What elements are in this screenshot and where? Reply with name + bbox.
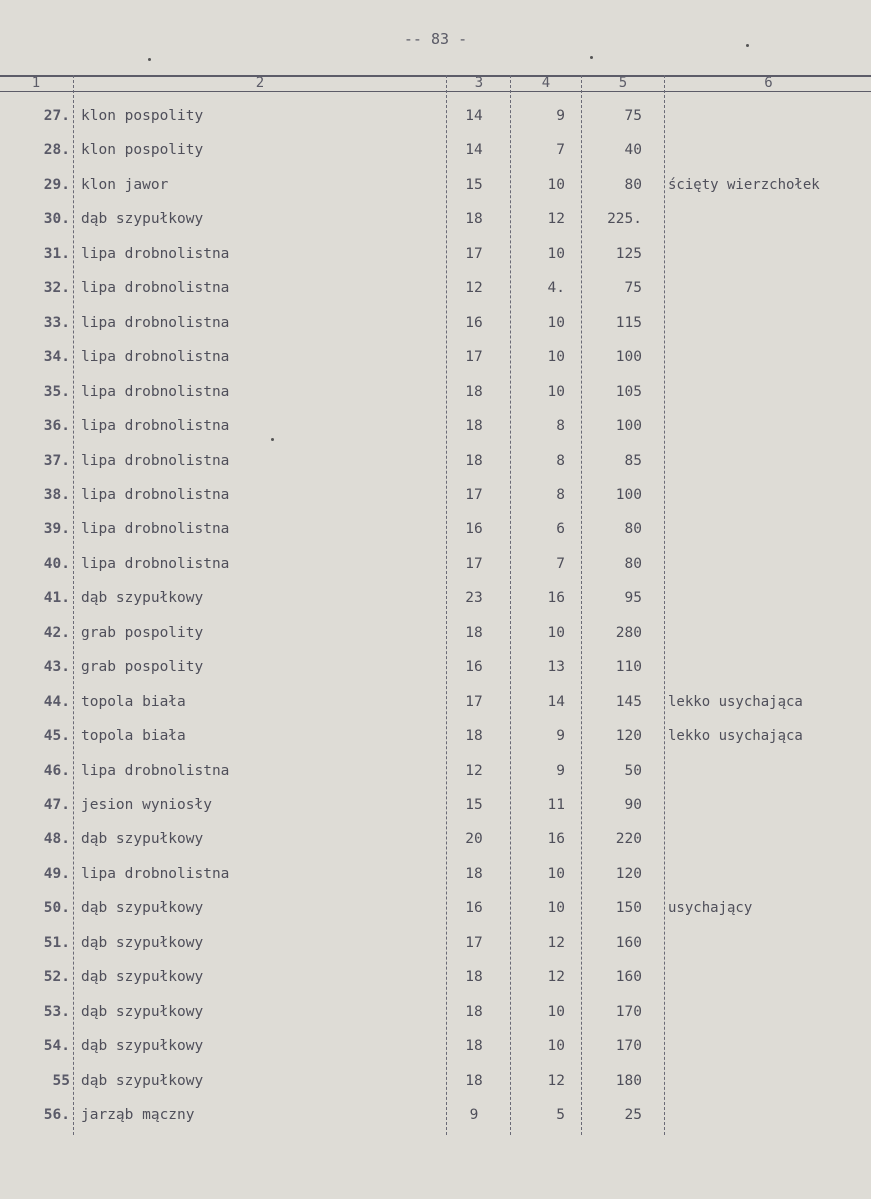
species-name: dąb szypułkowy: [81, 211, 204, 228]
table-row: [0, 483, 871, 507]
value-col5: 100: [615, 418, 642, 435]
table-row: [0, 896, 871, 920]
value-col5: 170: [615, 1003, 642, 1020]
value-col5: 160: [615, 934, 642, 951]
value-col4: 16: [547, 831, 565, 848]
row-number: 33.: [43, 314, 70, 331]
table-row: [0, 1000, 871, 1024]
value-col4: 10: [547, 900, 565, 917]
species-name: lipa drobnolistna: [81, 865, 230, 882]
value-col4: 10: [547, 383, 565, 400]
value-col3: 15: [465, 797, 483, 813]
column-header-4: 4: [541, 75, 551, 91]
table-row: [0, 1034, 871, 1058]
column-header-5: 5: [618, 75, 628, 91]
value-col5: 160: [615, 969, 642, 986]
value-col3: 18: [465, 1038, 483, 1055]
value-col5: 225.: [607, 211, 642, 228]
value-col3: 18: [465, 452, 483, 469]
value-col5: 95: [624, 590, 642, 607]
value-col3: 16: [465, 659, 483, 676]
value-col5: 150: [615, 900, 642, 917]
value-col3: 18: [465, 969, 483, 986]
value-col4: 10: [547, 624, 565, 641]
row-number: 37.: [43, 452, 70, 469]
species-name: lipa drobnolistna: [81, 452, 230, 469]
value-col3: 18: [465, 383, 483, 400]
value-col4: 12: [547, 934, 565, 951]
column-header-1: 1: [31, 75, 41, 91]
value-col4: 12: [547, 1072, 565, 1089]
remarks: lekko usychająca: [668, 693, 803, 710]
row-number: 46.: [43, 762, 70, 779]
table-row: [0, 449, 871, 473]
value-col4: 7: [556, 142, 565, 159]
value-col5: 220: [615, 831, 642, 848]
remarks: usychający: [668, 900, 753, 917]
value-col3: 18: [465, 1003, 483, 1020]
value-col5: 80: [624, 555, 642, 572]
row-number: 35.: [43, 383, 70, 400]
value-col3: 18: [465, 865, 483, 882]
value-col4: 6: [556, 521, 565, 538]
value-col3: 17: [465, 245, 483, 262]
species-name: grab pospolity: [81, 659, 204, 676]
table-row: [0, 724, 871, 748]
value-col5: 100: [615, 486, 642, 503]
remarks: lekko usychająca: [668, 728, 803, 745]
row-number: 55: [52, 1072, 70, 1089]
row-number: 30.: [43, 211, 70, 228]
value-col5: 80: [624, 521, 642, 538]
value-col3: 14: [465, 108, 483, 124]
table-row: [0, 345, 871, 369]
value-col3: 18: [465, 1072, 483, 1089]
species-name: jesion wyniosły: [81, 797, 212, 813]
value-col4: 10: [547, 314, 565, 331]
species-name: lipa drobnolistna: [81, 349, 230, 366]
species-name: dąb szypułkowy: [81, 1003, 204, 1020]
value-col4: 8: [556, 418, 565, 435]
species-name: klon pospolity: [81, 142, 204, 159]
value-col4: 8: [556, 486, 565, 503]
row-number: 52.: [43, 969, 70, 986]
row-number: 54.: [43, 1038, 70, 1055]
row-number: 48.: [43, 831, 70, 848]
row-number: 49.: [43, 865, 70, 882]
species-name: dąb szypułkowy: [81, 831, 204, 848]
row-number: 32.: [43, 280, 70, 297]
value-col3: 16: [465, 900, 483, 917]
row-number: 38.: [43, 486, 70, 503]
value-col3: 18: [465, 211, 483, 228]
value-col4: 4.: [547, 280, 565, 297]
value-col4: 14: [547, 693, 565, 710]
row-number: 31.: [43, 245, 70, 262]
value-col5: 85: [624, 452, 642, 469]
value-col4: 10: [547, 245, 565, 262]
row-number: 44.: [43, 693, 70, 710]
value-col3: 14: [465, 142, 483, 159]
table-row: [0, 104, 871, 128]
paper-speck: [746, 44, 749, 47]
value-col5: 110: [615, 659, 642, 676]
table-row: [0, 380, 871, 404]
row-number: 36.: [43, 418, 70, 435]
value-col3: 9: [469, 1107, 479, 1124]
value-col5: 170: [615, 1038, 642, 1055]
value-col4: 9: [556, 762, 565, 779]
value-col3: 17: [465, 349, 483, 366]
value-col3: 23: [465, 590, 483, 607]
value-col4: 9: [556, 728, 565, 745]
table-row: [0, 414, 871, 438]
table-row: [0, 138, 871, 162]
value-col5: 120: [615, 728, 642, 745]
value-col3: 20: [465, 831, 483, 848]
row-number: 56.: [43, 1107, 70, 1124]
value-col5: 90: [624, 797, 642, 813]
table-row: [0, 759, 871, 783]
table-row: [0, 1069, 871, 1093]
row-number: 47.: [43, 797, 70, 813]
value-col5: 80: [624, 176, 642, 193]
value-col3: 17: [465, 934, 483, 951]
value-col5: 115: [615, 314, 642, 331]
value-col3: 16: [465, 314, 483, 331]
column-header-2: 2: [255, 75, 265, 91]
value-col5: 280: [615, 624, 642, 641]
column-header-6: 6: [764, 75, 773, 91]
species-name: lipa drobnolistna: [81, 555, 230, 572]
table-row: [0, 242, 871, 266]
species-name: lipa drobnolistna: [81, 314, 230, 331]
value-col5: 145: [615, 693, 642, 710]
value-col3: 18: [465, 728, 483, 745]
species-name: lipa drobnolistna: [81, 521, 230, 538]
row-number: 27.: [43, 108, 70, 124]
species-name: lipa drobnolistna: [81, 486, 230, 503]
value-col5: 25: [624, 1107, 642, 1124]
value-col3: 12: [465, 280, 483, 297]
table-row: [0, 690, 871, 714]
value-col5: 50: [624, 762, 642, 779]
value-col5: 40: [624, 142, 642, 159]
table-row: [0, 965, 871, 989]
column-header-3: 3: [474, 75, 484, 91]
value-col3: 16: [465, 521, 483, 538]
species-name: dąb szypułkowy: [81, 969, 204, 986]
value-col4: 5: [556, 1107, 565, 1124]
table-row: [0, 173, 871, 197]
row-number: 39.: [43, 521, 70, 538]
row-number: 29.: [43, 176, 70, 193]
species-name: lipa drobnolistna: [81, 418, 230, 435]
value-col4: 10: [547, 176, 565, 193]
table-row: [0, 931, 871, 955]
value-col5: 105: [615, 383, 642, 400]
value-col4: 7: [556, 555, 565, 572]
species-name: dąb szypułkowy: [81, 590, 204, 607]
table-row: [0, 1103, 871, 1127]
value-col4: 12: [547, 969, 565, 986]
table-row: [0, 621, 871, 645]
row-number: 51.: [43, 934, 70, 951]
value-col4: 12: [547, 211, 565, 228]
value-col5: 75: [624, 280, 642, 297]
species-name: dąb szypułkowy: [81, 1072, 204, 1089]
table-row: [0, 552, 871, 576]
value-col5: 120: [615, 865, 642, 882]
value-col3: 18: [465, 418, 483, 435]
species-name: lipa drobnolistna: [81, 383, 230, 400]
row-number: 45.: [43, 728, 70, 745]
row-number: 28.: [43, 142, 70, 159]
row-number: 43.: [43, 659, 70, 676]
remarks: ścięty wierzchołek: [668, 176, 820, 193]
value-col4: 13: [547, 659, 565, 676]
table-row: [0, 862, 871, 886]
species-name: grab pospolity: [81, 624, 204, 641]
value-col3: 12: [465, 762, 483, 779]
species-name: dąb szypułkowy: [81, 934, 204, 951]
page-number: -- 83 -: [403, 30, 468, 48]
table-row: [0, 793, 871, 817]
table-row: [0, 311, 871, 335]
row-number: 53.: [43, 1003, 70, 1020]
species-name: dąb szypułkowy: [81, 900, 204, 917]
value-col3: 15: [465, 176, 483, 193]
value-col5: 180: [615, 1072, 642, 1089]
species-name: klon pospolity: [81, 108, 204, 124]
value-col3: 17: [465, 486, 483, 503]
table-row: [0, 517, 871, 541]
table-row: [0, 827, 871, 851]
value-col4: 10: [547, 349, 565, 366]
species-name: lipa drobnolistna: [81, 245, 230, 262]
value-col3: 17: [465, 693, 483, 710]
paper-speck: [148, 58, 151, 61]
species-name: lipa drobnolistna: [81, 280, 230, 297]
species-name: klon jawor: [81, 176, 169, 193]
value-col5: 125: [615, 245, 642, 262]
value-col4: 8: [556, 452, 565, 469]
value-col5: 100: [615, 349, 642, 366]
value-col4: 9: [556, 108, 565, 124]
row-number: 41.: [43, 590, 70, 607]
value-col4: 10: [547, 1038, 565, 1055]
species-name: topola biała: [81, 693, 186, 710]
value-col3: 18: [465, 624, 483, 641]
species-name: dąb szypułkowy: [81, 1038, 204, 1055]
species-name: lipa drobnolistna: [81, 762, 230, 779]
species-name: jarząb mączny: [81, 1107, 195, 1124]
species-name: topola biała: [81, 728, 186, 745]
value-col4: 10: [547, 1003, 565, 1020]
value-col3: 17: [465, 555, 483, 572]
paper-speck: [271, 438, 274, 441]
row-number: 50.: [43, 900, 70, 917]
paper-speck: [590, 56, 593, 59]
table-row: [0, 276, 871, 300]
table-row: [0, 586, 871, 610]
value-col4: 16: [547, 590, 565, 607]
table-row: [0, 207, 871, 231]
value-col5: 75: [624, 108, 642, 124]
value-col4: 10: [547, 865, 565, 882]
row-number: 42.: [43, 624, 70, 641]
row-number: 34.: [43, 349, 70, 366]
row-number: 40.: [43, 555, 70, 572]
value-col4: 11: [547, 797, 565, 813]
table-row: [0, 655, 871, 679]
